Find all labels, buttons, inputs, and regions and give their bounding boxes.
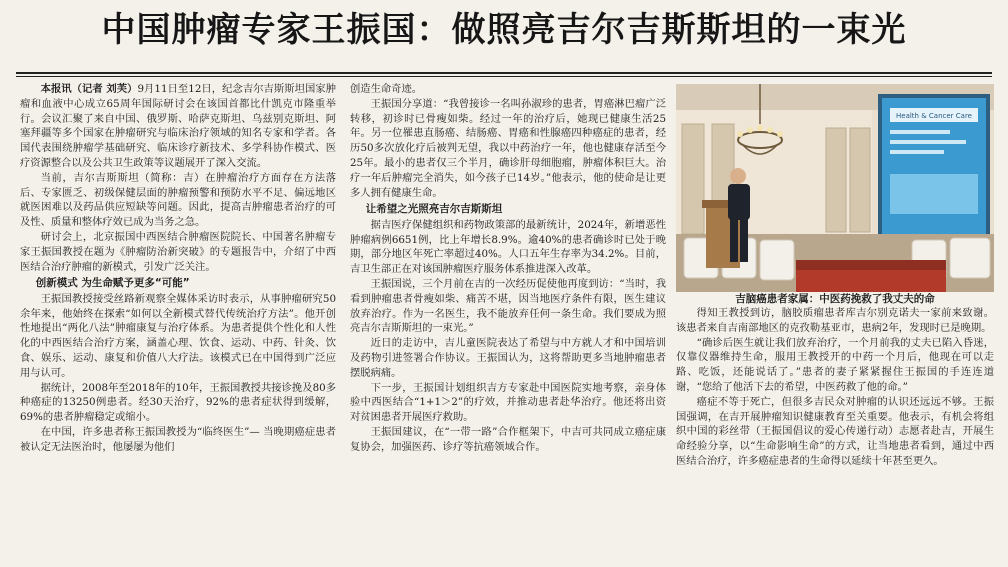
paragraph: 据统计，2008年至2018年的10年，王振国教授共接诊挽及80多种癌症的13250例患者。经30天治疗，92%的患者症状得到缓解，69%的患者肿瘤稳定或缩小。 [20,381,336,424]
paragraph: 在中国，许多患者称王振国教授为“临终医生”— 当晚期癌症患者被认定无法医治时，他屡屡为他们 [20,426,336,453]
paragraph: 创造生命奇迹。 [350,83,423,95]
paragraph: 王振国说，三个月前在吉的一次经历促使他再度到访：“当时，我看到肿瘤患者骨瘦如柴、痛苦不堪，因当地医疗条件有限，医生建议放弃治疗。作为一名医生，我不能放弃任何一条生命。我们要成为照亮吉尔吉斯斯坦的一束光。” [350,278,666,335]
speaker-photo [676,84,994,292]
paragraph: 王振国分享道：“我曾接诊一名叫孙淑珍的患者，胃癌淋巴瘤广泛转移，初诊时已骨瘦如柴。经过一年的治疗后，她现已健康生活25年。另一位罹患直肠癌、结肠癌、胃癌和性腺癌四种癌症的患者，经历50多次放化疗后被判无望，我以中药治疗一年，他也健康存活至今25年。最小的患者仅三个半月，确诊肝母细胞瘤，肿瘤体积巨大。治疗一年后肿瘤完全消失，如今孩子已14岁。”他表示，他的使命是让更多人拥有健康生命。 [350,97,666,199]
dateline: 本报讯（记者 刘芙） [40,83,138,95]
paragraph: 王振国建议，在“一带一路”合作框架下，中吉可共同成立癌症康复协会，加强医药、诊疗等抗癌领域合作。 [350,426,666,453]
article-column-1 [20,82,336,564]
lead-text: 9月11日至12日，纪念吉尔吉斯斯坦国家肿瘤和血液中心成立65周年国际研讨会在该国首都比什凯克市隆重举行。会议汇聚了来自中国、俄罗斯、哈萨克斯坦、乌兹别克斯坦、阿塞拜疆等多个国家在肿瘤研究与临床治疗领域的知名专家和学者。各国代表围绕肿瘤学基础研究、临床诊疗新技术、多学科协作模式、医疗资源整合以及公共卫生政策等议题展开了深入交流。 [20,83,336,169]
headline-rule-thin [16,76,992,77]
section-heading: 创新模式 为生命赋予更多“可能” [35,277,190,290]
headline-rule-thick [16,72,992,74]
paragraph: 当前，吉尔吉斯斯坦（简称：吉）在肿瘤治疗方面存在方法落后、专家匮乏、初级保健层面的肿瘤预警和预防水平不足、偏远地区就医困难以及药品供应短缺等问题。因此，提高吉肿瘤患者治疗的可及性、质量和整体疗效已成为当务之急。 [20,171,336,229]
article-column-3 [676,306,994,564]
conference-scene-illustration [676,84,994,292]
paragraph: “确诊后医生就让我们放弃治疗，一个月前我的丈夫已陷入昏迷，仅靠仪器维持生命，服用王教授开的中药一个月后，他现在可以走路、吃饭，还能说话了。”患者的妻子紧紧握住王振国的手连连道谢，“您给了他活下去的希望，中医药救了他的命。” [676,336,994,393]
article-column-2 [350,82,666,564]
lead-paragraph [20,82,336,171]
projection-screen [878,94,990,244]
paragraph: 癌症不等于死亡，但很多吉民众对肿瘤的认识还远远不够。王振国强调，在吉开展肿瘤知识健康教育至关重要。他表示，有机会将组织中国的彩丝带（王振国倡议的爱心传递行动）志愿者赴吉，开展生命经验分享，以“生命影响生命”的方式，让当地患者看到，通过中西医结合治疗，许多癌症患者的生命得以延续十年甚至更久。 [676,395,994,467]
paragraph: 得知王教授到访，脑胶质瘤患者库吉尔别克诺夫一家前来致谢。该患者来自吉南部地区的克孜勒基亚市，患病2年，发现时已是晚期。 [676,307,994,334]
photo-caption: 吉脑癌患者家属：中医药挽救了我丈夫的命 [735,293,935,305]
section-heading: 让希望之光照亮吉尔吉斯斯坦 [365,203,503,216]
svg-text:Health & Cancer Care: Health & Cancer Care [896,112,972,120]
paragraph: 王振国教授接受丝路新观察全媒体采访时表示，从事肿瘤研究50余年来，他始终在探索“如何以全新模式替代传统治疗方法”。他开创性地提出“两化八法”肿瘤康复与治疗体系。为患者提供个性化和人性化的中西医结合治疗方案，涵盖心理、饮食、运动、中药、针灸、饮食、娱乐、运动、康复和价值八大疗法。该模式已在中国得到广泛应用与认可。 [20,292,336,379]
paragraph: 近日的走访中，吉儿童医院表达了希望与中方就人才和中国培训及药物引进签署合作协议。王振国认为，这将帮助更多当地肿瘤患者摆脱病痛。 [350,337,666,379]
paragraph: 研讨会上，北京振国中西医结合肿瘤医院院长、中国著名肿瘤专家王振国教授在题为《肿瘤防治新突破》的专题报告中，介绍了中西医结合治疗肿瘤的新模式，引发广泛关注。 [20,230,336,273]
paragraph: 据吉医疗保健组织和药物政策部的最新统计，2024年，新增恶性肿瘤病例6651例，比上年增长8.9%。逾40%的患者确诊时已处于晚期，部分地区年死亡率超过40%。人口五年生存率为34.2%。目前，吉卫生部正在对该国肿瘤医疗服务体系推进深入改革。 [350,218,666,276]
paragraph: 下一步，王振国计划组织吉方专家赴中国医院实地考察，亲身体验中西医结合“1+1＞2”的疗效，并推动患者赴华治疗。他还将出资对贫困患者开展医疗救助。 [350,381,666,424]
headline: 中国肿瘤专家王振国：做照亮吉尔吉斯斯坦的一束光 [101,10,907,50]
